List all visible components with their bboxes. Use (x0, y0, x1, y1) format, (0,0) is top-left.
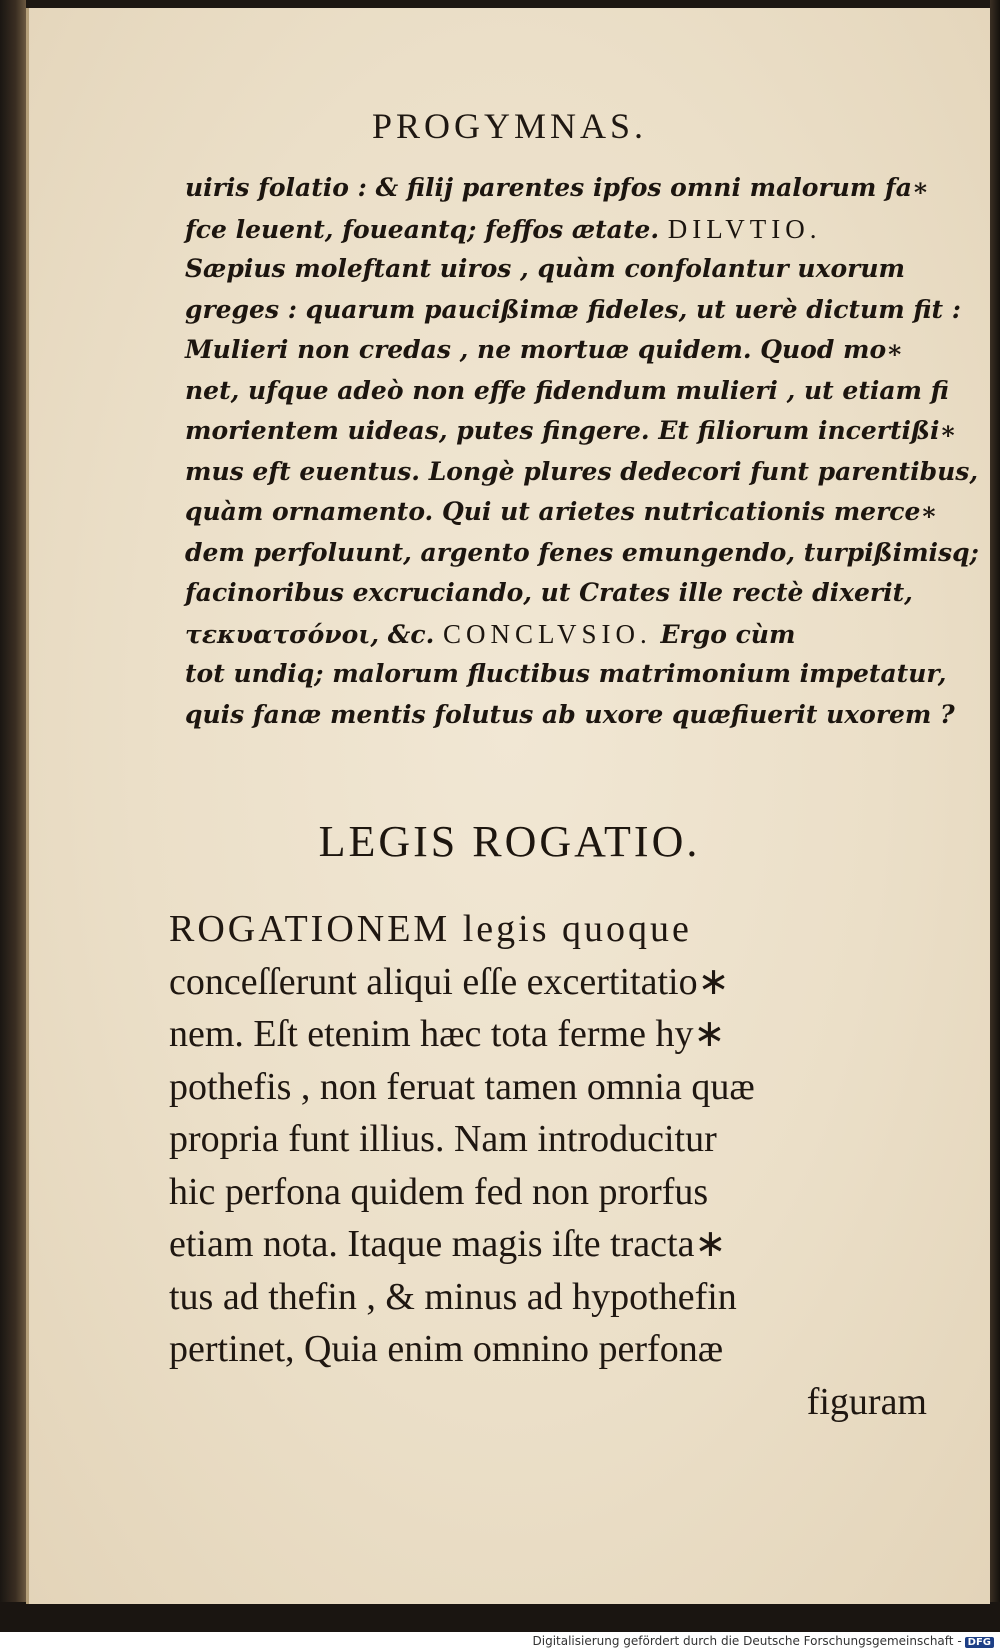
text-line: ROGATIONEM legis quoque (169, 908, 692, 950)
text-line: uiris folatio : & filij parentes ipfos omni malorum fa∗ (185, 173, 930, 202)
text-line: greges : quarum paucißimæ fideles, ut uerè dictum fit : (185, 294, 962, 324)
book-page (26, 8, 990, 1604)
text-segment: Ergo cùm (651, 619, 796, 649)
text-segment: fce leuent, foueantq; feffos ætate. (185, 214, 668, 244)
section-title: LEGIS ROGATIO. (318, 817, 701, 866)
digitization-credit (533, 1634, 995, 1648)
text-line: Mulieri non credas , ne mortuæ quidem. Quod mo∗ (185, 335, 904, 364)
text-line: dem perfoluunt, argento fenes emungendo, turpißimisq; (185, 537, 979, 567)
credit-text: Digitalisierung gefördert durch die Deutsche Forschungsgemeinschaft - (532, 1634, 962, 1648)
text-line: Sæpius moleftant uiros , quàm confolantur uxorum (185, 254, 905, 283)
text-line: morientem uideas, putes fingere. Et filiorum incertißi∗ (185, 416, 957, 445)
text-line: quis fanæ mentis folutus ab uxore quæfiuerit uxorem ? (185, 699, 955, 729)
heading-dilutio: DILVTIO. (667, 213, 822, 244)
text-line: pothefis , non feruat tamen omnia quæ (169, 1065, 755, 1108)
scan-border-bottom (0, 1602, 1000, 1632)
scan-border-right (990, 0, 1000, 1610)
text-line: hic perfona quidem fed non prorfus (169, 1170, 709, 1213)
heading-conclusio: CONCLVSIO. (443, 618, 652, 649)
text-line: mus eft euentus. Longè plures dedecori funt parentibus, (185, 456, 979, 486)
text-line: tot undiq; malorum fluctibus matrimonium impetatur, (185, 659, 947, 688)
text-line: nem. Eſt etenim hæc tota ferme hy∗ (169, 1013, 726, 1055)
catchword: figuram (806, 1380, 927, 1423)
italic-paragraph (185, 168, 979, 735)
text-line (185, 209, 975, 250)
text-line: tus ad thefin , & minus ad hypothefin (169, 1275, 737, 1318)
roman-paragraph (169, 903, 969, 1428)
dfg-logo: DFG (965, 1637, 994, 1648)
text-line: etiam nota. Itaque magis iſte tracta∗ (169, 1223, 727, 1265)
text-line: quàm ornamento. Qui ut arietes nutricationis merce∗ (185, 497, 938, 526)
text-segment: τεκυατσόνοι, &c. (185, 619, 443, 649)
text-line: pertinet, Quia enim omnino perfonæ (169, 1328, 724, 1370)
text-line: facinoribus excruciando, ut Crates ille rectè dixerit, (185, 578, 913, 607)
text-line: net, ufque adeò non effe fidendum mulieri , ut etiam fi (185, 375, 949, 405)
book-spine-edge (0, 0, 26, 1610)
running-head: PROGYMNAS. (371, 106, 648, 146)
text-line: conceſſerunt aliqui eſſe excertitatio∗ (169, 960, 730, 1003)
text-line: propria funt illius. Nam introducitur (169, 1118, 717, 1160)
text-line (185, 614, 975, 655)
